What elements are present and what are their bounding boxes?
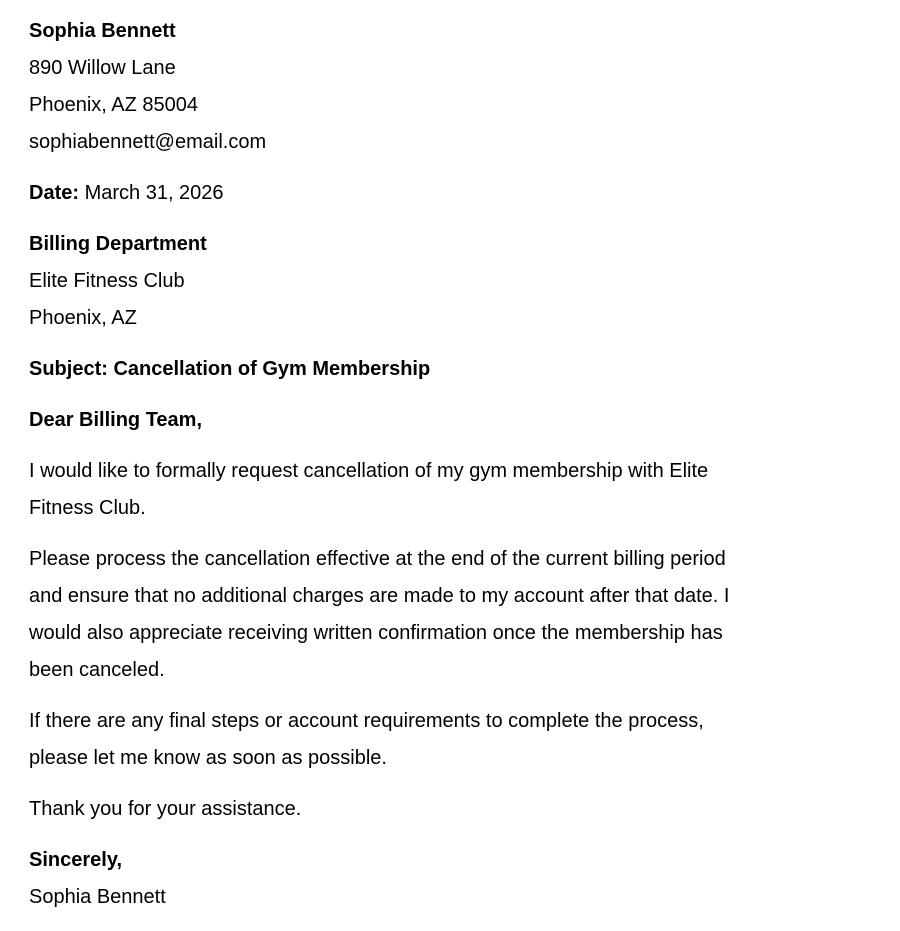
sender-name: Sophia Bennett (29, 20, 176, 42)
paragraph-line: please let me know as soon as possible. (29, 747, 387, 769)
letter-document (29, 13, 870, 916)
closing-signoff: Sincerely, (29, 849, 123, 871)
date-line (29, 175, 870, 212)
sender-city: Phoenix, AZ 85004 (29, 94, 199, 116)
paragraph-line: Please process the cancellation effective at the end of the current billing period (29, 548, 726, 570)
closing-block (29, 842, 870, 916)
thanks-block (29, 791, 870, 828)
date-block (29, 175, 870, 212)
closing-signature: Sophia Bennett (29, 886, 166, 908)
date-label: Date: (29, 182, 80, 204)
paragraph-line: I would like to formally request cancellation of my gym membership with Elite (29, 460, 709, 482)
subject-block (29, 351, 870, 388)
paragraph-3 (29, 703, 870, 777)
subject-line: Subject: Cancellation of Gym Membership (29, 358, 431, 380)
sender-street: 890 Willow Lane (29, 57, 176, 79)
salutation: Dear Billing Team, (29, 409, 203, 431)
paragraph-1 (29, 453, 870, 527)
recipient-company: Elite Fitness Club (29, 270, 185, 292)
paragraph-line: If there are any final steps or account requirements to complete the process, (29, 710, 704, 732)
paragraph-line: would also appreciate receiving written confirmation once the membership has (29, 622, 723, 644)
recipient-location: Phoenix, AZ (29, 307, 137, 329)
sender-email: sophiabennett@email.com (29, 131, 267, 153)
date-value: March 31, 2026 (84, 182, 224, 204)
salutation-block (29, 402, 870, 439)
recipient-department: Billing Department (29, 233, 207, 255)
paragraph-2 (29, 541, 870, 689)
recipient-address-block (29, 226, 870, 337)
paragraph-line: Fitness Club. (29, 497, 146, 519)
sender-address-block (29, 13, 870, 161)
thanks-line: Thank you for your assistance. (29, 798, 302, 820)
paragraph-line: been canceled. (29, 659, 165, 681)
paragraph-line: and ensure that no additional charges are made to my account after that date. I (29, 585, 730, 607)
